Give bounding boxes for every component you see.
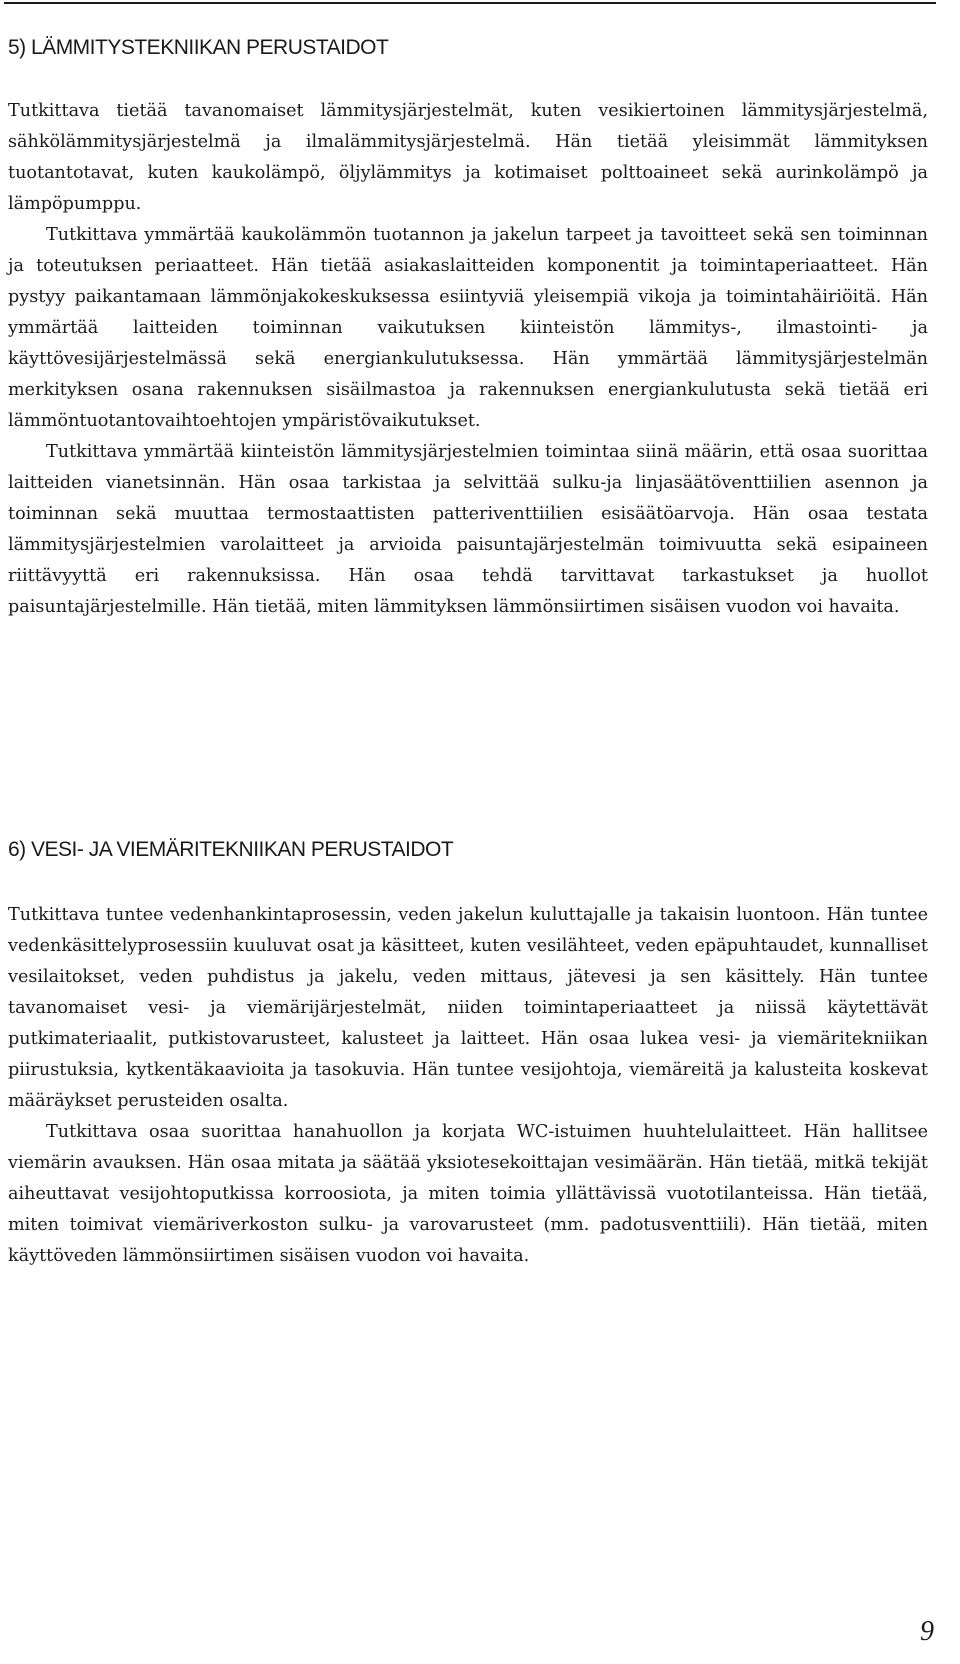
section-5-paragraph-3: Tutkittava ymmärtää kiinteistön lämmitysjärjestelmien toimintaa siinä määrin, että osaa suorittaa laitteiden vianetsinnän. Hän osaa tarkistaa ja selvittää sulku-ja linjasäätöventtiilien asennon ja toiminnan sekä muuttaa termostaattisten patteriventtiilien esisäätöarvoja. Hän osaa testata lämmitysjärjestelmien varolaitteet ja arvioida paisuntajärjestelmän toimivuutta sekä esipaineen riittävyyttä eri rakennuksissa. Hän osaa tehdä tarvittavat tarkastukset ja huollot paisuntajärjestelmille. Hän tietää, miten lämmityksen lämmönsiirtimen sisäisen vuodon voi havaita. [8, 442, 928, 617]
section-6-body [8, 900, 928, 1272]
section-5-heading: 5) LÄMMITYSTEKNIIKAN PERUSTAIDOT [8, 36, 389, 59]
top-rule [4, 2, 936, 4]
section-5-body [8, 96, 928, 623]
section-5-paragraph-2: Tutkittava ymmärtää kaukolämmön tuotannon ja jakelun tarpeet ja tavoitteet sekä sen toiminnan ja toteutuksen periaatteet. Hän tietää asiakaslaitteiden komponentit ja toimintaperiaatteet. Hän pystyy paikantamaan lämmönjakokeskuksessa esiintyviä yleisempiä vikoja ja toimintahäiriöitä. Hän ymmärtää laitteiden toiminnan vaikutuksen kiinteistön lämmitys-, ilmastointi- ja käyttövesijärjestelmässä sekä energiankulutuksessa. Hän ymmärtää lämmitysjärjestelmän merkityksen osana rakennuksen sisäilmastoa ja rakennuksen energiankulutusta sekä tietää eri lämmöntuotantovaihtoehtojen ympäristövaikutukset. [8, 225, 928, 431]
section-5-paragraph-1: Tutkittava tietää tavanomaiset lämmitysjärjestelmät, kuten vesikiertoinen lämmitysjärjestelmä, sähkölämmitysjärjestelmä ja ilmalämmitysjärjestelmä. Hän tietää yleisimmät lämmityksen tuotantotavat, kuten kaukolämpö, öljylämmitys ja kotimaiset polttoaineet sekä aurinkolämpö ja lämpöpumppu. [8, 101, 928, 214]
section-6-paragraph-2: Tutkittava osaa suorittaa hanahuollon ja korjata WC-istuimen huuhtelulaitteet. Hän hallitsee viemärin avauksen. Hän osaa mitata ja säätää yksiotesekoittajan vesimäärän. Hän tietää, mitkä tekijät aiheuttavat vesijohtoputkissa korroosiota, ja miten toimia yllättävissä vuototilanteissa. Hän tietää, miten toimivat viemäriverkoston sulku- ja varovarusteet (mm. padotusventtiili). Hän tietää, miten käyttöveden lämmönsiirtimen sisäisen vuodon voi havaita. [8, 1122, 928, 1266]
section-6-heading: 6) VESI- JA VIEMÄRITEKNIIKAN PERUSTAIDOT [8, 838, 454, 861]
section-6-paragraph-1: Tutkittava tuntee vedenhankintaprosessin, veden jakelun kuluttajalle ja takaisin luontoon. Hän tuntee vedenkäsittelyprosessiin kuuluvat osat ja käsitteet, kuten vesilähteet, veden epäpuhtaudet, kunnalliset vesilaitokset, veden puhdistus ja jakelu, veden mittaus, jätevesi ja sen käsittely. Hän tuntee tavanomaiset vesi- ja viemärijärjestelmät, niiden toimintaperiaatteet ja niissä käytettävät putkimateriaalit, putkistovarusteet, kalusteet ja laitteet. Hän osaa lukea vesi- ja viemäritekniikan piirustuksia, kytkentäkaavioita ja tasokuvia. Hän tuntee vesijohtoja, viemäreitä ja kalusteita koskevat määräykset perusteiden osalta. [8, 905, 928, 1111]
page-number: 9 [920, 1616, 934, 1647]
